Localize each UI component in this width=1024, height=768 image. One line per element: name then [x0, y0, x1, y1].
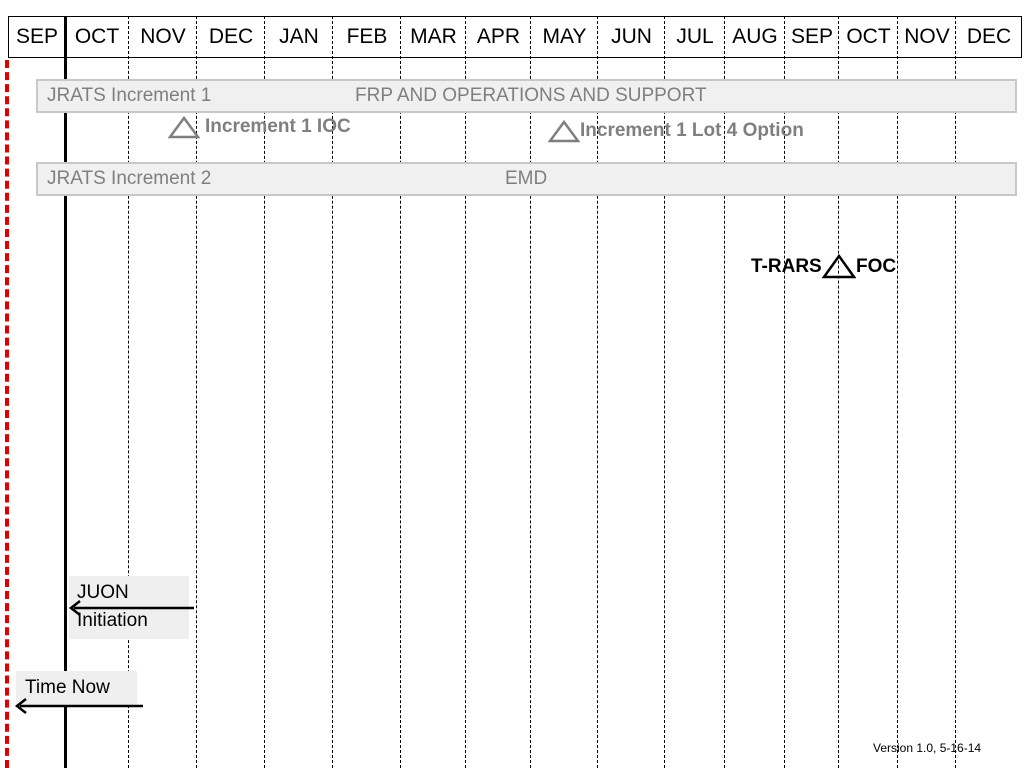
month-label: SEP [15, 25, 59, 48]
jrats-increment-2-bar [36, 162, 1017, 196]
month-label: JAN [279, 25, 319, 48]
triangle-icon [548, 120, 580, 144]
month-divider [897, 16, 898, 768]
month-label: AUG [732, 25, 778, 48]
milestone-label: Increment 1 Lot 4 Option [580, 120, 804, 141]
milestone-label: T-RARS [751, 256, 822, 277]
milestone-label: FOC [856, 256, 897, 277]
callout-text: Initiation [77, 610, 148, 631]
month-label: DEC [966, 25, 1012, 48]
month-label: OCT [74, 25, 120, 48]
month-label: NOV [140, 25, 186, 48]
bar-label: JRATS Increment 1 [47, 85, 212, 106]
month-label: OCT [846, 25, 891, 48]
month-divider [400, 16, 401, 768]
month-divider [465, 16, 466, 768]
month-label: FEB [346, 25, 388, 48]
month-divider [955, 16, 956, 768]
jrats-increment-1-bar [36, 79, 1017, 113]
arrow-left-icon [64, 598, 198, 618]
triangle-icon [168, 116, 200, 140]
month-label: JUN [611, 25, 652, 48]
bar-phase-label: EMD [505, 168, 548, 189]
month-label: SEP [790, 25, 834, 48]
month-divider [128, 16, 129, 768]
version-label: Version 1.0, 5-16-14 [873, 741, 982, 755]
month-divider-fiscal-start [64, 16, 67, 768]
month-header [8, 16, 1022, 58]
callout-text: JUON [77, 582, 129, 603]
triangle-icon [822, 254, 856, 280]
bar-label: JRATS Increment 2 [47, 168, 212, 189]
month-label: MAR [410, 25, 457, 48]
callout-text: Time Now [25, 677, 110, 698]
month-label: MAY [542, 25, 587, 48]
month-label: JUL [676, 25, 714, 48]
time-now-line [5, 60, 9, 768]
milestone-label: Increment 1 IOC [205, 116, 351, 137]
month-divider [838, 16, 839, 768]
bar-phase-label: FRP AND OPERATIONS AND SUPPORT [355, 85, 707, 106]
month-label: DEC [208, 25, 254, 48]
month-label: NOV [904, 25, 950, 48]
month-divider [530, 16, 531, 768]
month-label: APR [476, 25, 521, 48]
arrow-left-icon [12, 696, 146, 716]
